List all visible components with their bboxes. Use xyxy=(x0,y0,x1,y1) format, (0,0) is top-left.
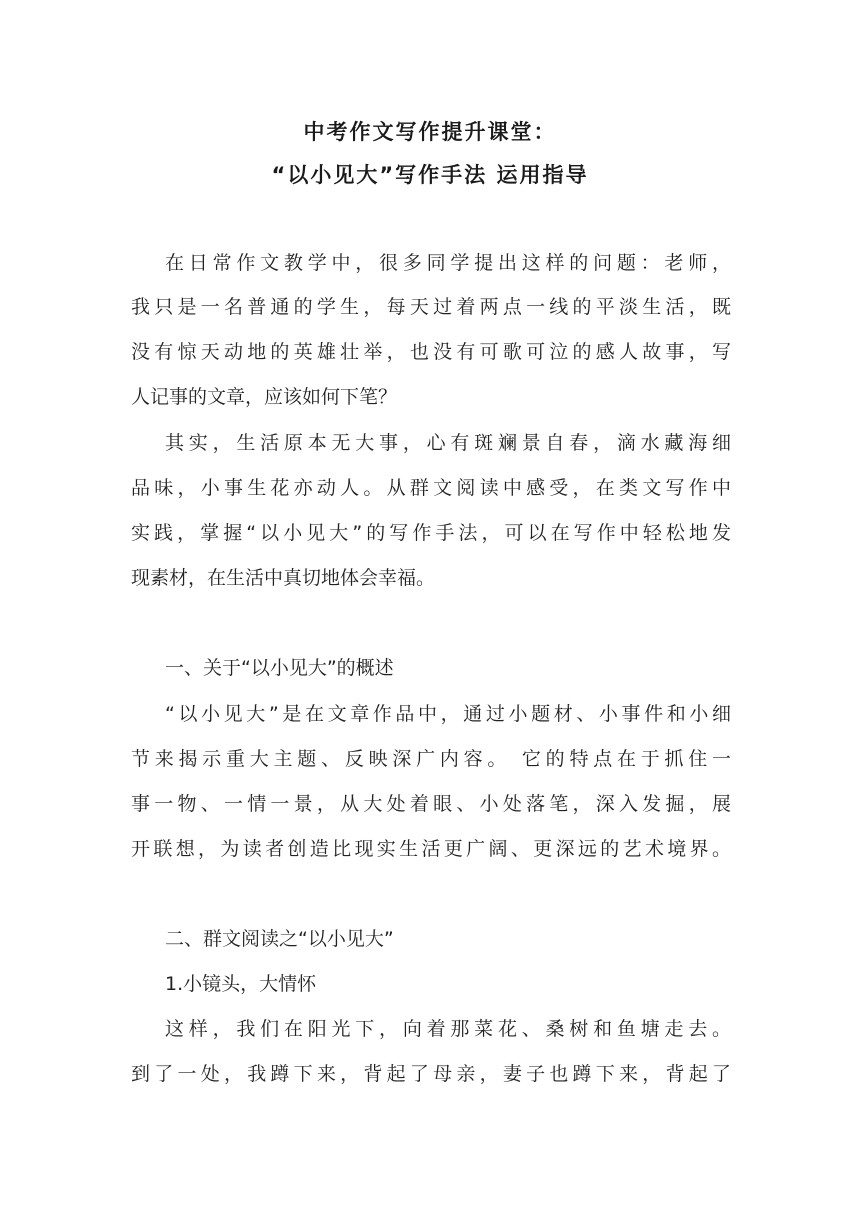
document-title-line2: “以小见大”写作手法 运用指导 xyxy=(271,163,589,187)
paragraph-line: 人记事的文章，应该如何下笔？ xyxy=(131,386,398,408)
paragraph-line: 这样，我们在阳光下，向着那菜花、桑树和鱼塘走去。 xyxy=(165,1018,731,1040)
paragraph-line: 节来揭示重大主题、反映深广内容。 它的特点在于抓住一 xyxy=(131,748,731,770)
section-heading-overview: 一、关于“以小见大”的概述 xyxy=(165,657,394,679)
paragraph-line: 到了一处，我蹲下来，背起了母亲，妻子也蹲下来，背起了 xyxy=(131,1063,731,1085)
paragraph-line: 没有惊天动地的英雄壮举，也没有可歌可泣的感人故事，写 xyxy=(131,341,731,363)
subsection-heading-small-lens: 1.小镜头，大情怀 xyxy=(165,973,317,995)
paragraph-line: 实践，掌握“以小见大”的写作手法，可以在写作中轻松地发 xyxy=(131,522,731,544)
paragraph-line: 在日常作文教学中，很多同学提出这样的问题：老师， xyxy=(165,252,731,274)
paragraph-line: 现素材，在生活中真切地体会幸福。 xyxy=(131,567,436,589)
paragraph-line: 其实，生活原本无大事，心有斑斓景自春，滴水藏海细 xyxy=(165,432,731,454)
paragraph-line: “以小见大”是在文章作品中，通过小题材、小事件和小细 xyxy=(165,703,731,725)
document-title-line1: 中考作文写作提升课堂： xyxy=(303,120,557,144)
paragraph-line: 品味，小事生花亦动人。从群文阅读中感受，在类文写作中 xyxy=(131,477,731,499)
paragraph-line: 我只是一名普通的学生，每天过着两点一线的平淡生活，既 xyxy=(131,296,731,318)
section-heading-group-reading: 二、群文阅读之“以小见大” xyxy=(165,928,394,950)
paragraph-line: 事一物、一情一景，从大处着眼、小处落笔，深入发掘，展 xyxy=(131,793,731,815)
paragraph-line: 开联想，为读者创造比现实生活更广阔、更深远的艺术境界。 xyxy=(131,838,731,860)
